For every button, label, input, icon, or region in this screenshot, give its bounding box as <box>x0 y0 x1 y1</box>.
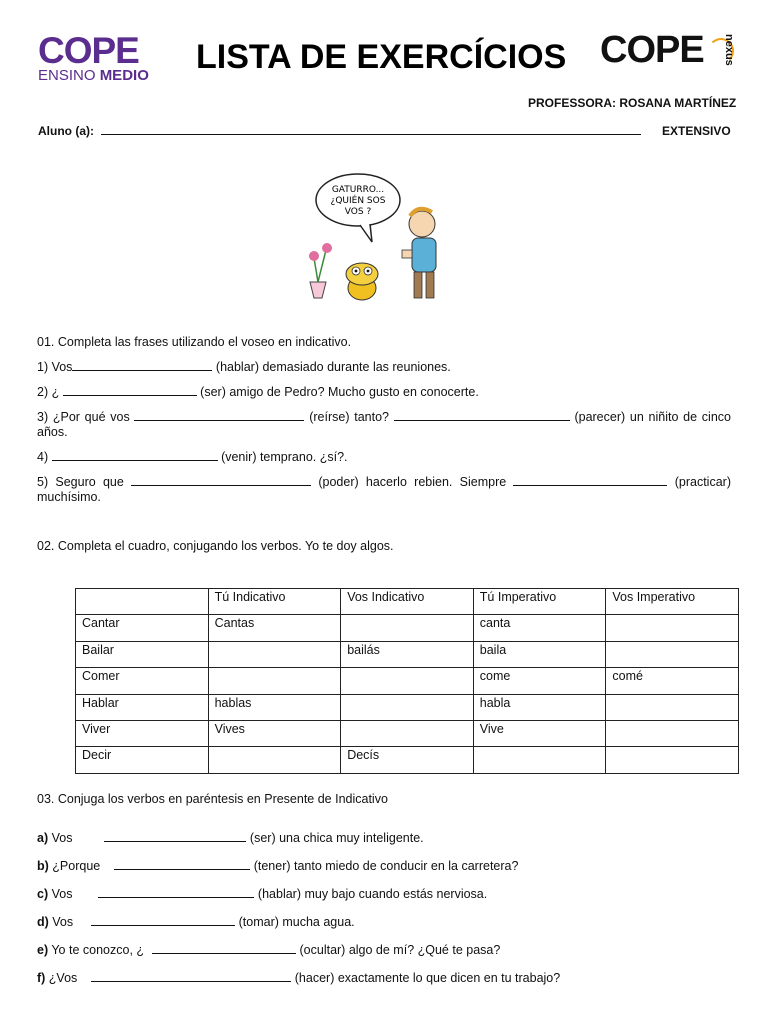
table-row <box>76 694 739 720</box>
table-cell[interactable] <box>341 720 474 746</box>
table-cell[interactable] <box>208 668 341 694</box>
answer-blank[interactable] <box>131 474 311 486</box>
exercise-2-instruction: 02. Completa el cuadro, conjugando los verbos. Yo te doy algos. <box>37 539 394 553</box>
table-cell[interactable] <box>473 747 606 773</box>
table-header-cell: Vos Imperativo <box>606 589 739 615</box>
table-row <box>76 747 739 773</box>
cope-ensino-medio-logo <box>38 30 158 84</box>
table-cell: Decir <box>76 747 209 773</box>
speech-line-2: ¿QUIÉN SOS <box>330 196 386 206</box>
table-cell[interactable] <box>208 641 341 667</box>
table-cell: Vive <box>473 720 606 746</box>
table-cell[interactable] <box>606 615 739 641</box>
answer-blank[interactable] <box>104 830 246 842</box>
table-cell: come <box>473 668 606 694</box>
exercise-3-item-e: e) Yo te conozco, ¿ (ocultar) algo de mí? ¿Qué te pasa? <box>37 943 501 957</box>
answer-blank[interactable] <box>72 359 212 371</box>
exercise-3-item-d: d) Vos (tomar) mucha agua. <box>37 915 355 929</box>
table-cell: baila <box>473 641 606 667</box>
table-cell[interactable] <box>606 694 739 720</box>
exercise-3-item-a: a) Vos (ser) una chica muy inteligente. <box>37 831 424 845</box>
table-cell: hablas <box>208 694 341 720</box>
table-row <box>76 720 739 746</box>
table-cell: Viver <box>76 720 209 746</box>
course-label: EXTENSIVO <box>662 124 731 138</box>
gaturro-cat-icon <box>346 263 378 300</box>
answer-blank[interactable] <box>91 970 291 982</box>
table-row <box>76 668 739 694</box>
table-cell: bailás <box>341 641 474 667</box>
table-cell[interactable] <box>341 668 474 694</box>
answer-blank[interactable] <box>98 886 254 898</box>
exercise-3-instruction: 03. Conjuga los verbos en paréntesis en Presente de Indicativo <box>37 792 388 806</box>
table-cell: comé <box>606 668 739 694</box>
table-cell: Cantas <box>208 615 341 641</box>
man-figure-icon <box>402 209 436 298</box>
gaturro-cartoon <box>300 170 470 310</box>
table-cell[interactable] <box>208 747 341 773</box>
answer-blank[interactable] <box>63 384 197 396</box>
student-label: Aluno (a): <box>38 124 94 138</box>
table-row <box>76 615 739 641</box>
exercise-3-item-c: c) Vos (hablar) muy bajo cuando estás nerviosa. <box>37 887 488 901</box>
conjugation-table <box>75 588 739 774</box>
student-field <box>38 124 641 138</box>
table-cell: Comer <box>76 668 209 694</box>
exercise-3-item-b: b) ¿Porque (tener) tanto miedo de conducir en la carretera? <box>37 859 519 873</box>
table-cell: Decís <box>341 747 474 773</box>
page-title: LISTA DE EXERCÍCIOS <box>196 38 567 76</box>
cope-nexus-logo <box>600 30 740 74</box>
answer-blank[interactable] <box>114 858 250 870</box>
exercise-1-item-3: 3) ¿Por qué vos (reírse) tanto? (parecer) un niñito de cinco años. <box>37 410 731 439</box>
table-cell: canta <box>473 615 606 641</box>
speech-bubble-tail <box>360 224 372 242</box>
table-cell: Hablar <box>76 694 209 720</box>
answer-blank[interactable] <box>91 914 235 926</box>
logo-right-main: COPE <box>600 29 704 71</box>
answer-blank[interactable] <box>152 942 296 954</box>
exercise-1-item-2: 2) ¿ (ser) amigo de Pedro? Mucho gusto en conocerte. <box>37 385 479 399</box>
exercise-1-item-1: 1) Vos (hablar) demasiado durante las reuniones. <box>37 360 451 374</box>
table-cell: habla <box>473 694 606 720</box>
table-cell[interactable] <box>606 747 739 773</box>
table-cell: Cantar <box>76 615 209 641</box>
logo-left-sub: ENSINO MEDIO <box>38 67 149 84</box>
speech-line-3: VOS ? <box>344 207 372 217</box>
logo-right-sub: nexus <box>723 34 735 66</box>
table-header-cell: Tú Indicativo <box>208 589 341 615</box>
logo-left-main: COPE <box>38 30 139 71</box>
table-header-row <box>76 589 739 615</box>
flower-vase-icon <box>309 243 332 298</box>
table-cell[interactable] <box>341 615 474 641</box>
student-name-line[interactable] <box>101 124 641 135</box>
answer-blank[interactable] <box>134 409 304 421</box>
exercise-1-item-4: 4) (venir) temprano. ¿sí?. <box>37 450 348 464</box>
answer-blank[interactable] <box>394 409 570 421</box>
exercise-3-item-f: f) ¿Vos (hacer) exactamente lo que dicen en tu trabajo? <box>37 971 561 985</box>
exercise-1-item-5: 5) Seguro que (poder) hacerlo rebien. Siempre (practicar) muchísimo. <box>37 475 731 504</box>
exercise-1-instruction: 01. Completa las frases utilizando el voseo en indicativo. <box>37 335 352 349</box>
table-cell[interactable] <box>606 720 739 746</box>
table-cell: Bailar <box>76 641 209 667</box>
answer-blank[interactable] <box>513 474 667 486</box>
table-cell: Vives <box>208 720 341 746</box>
table-row <box>76 641 739 667</box>
table-cell[interactable] <box>341 694 474 720</box>
table-header-cell: Vos Indicativo <box>341 589 474 615</box>
table-header-cell <box>76 589 209 615</box>
table-header-cell: Tú Imperativo <box>473 589 606 615</box>
answer-blank[interactable] <box>52 449 218 461</box>
teacher-name: PROFESSORA: ROSANA MARTÍNEZ <box>528 96 737 110</box>
speech-line-1: GATURRO... <box>331 185 385 195</box>
table-cell[interactable] <box>606 641 739 667</box>
